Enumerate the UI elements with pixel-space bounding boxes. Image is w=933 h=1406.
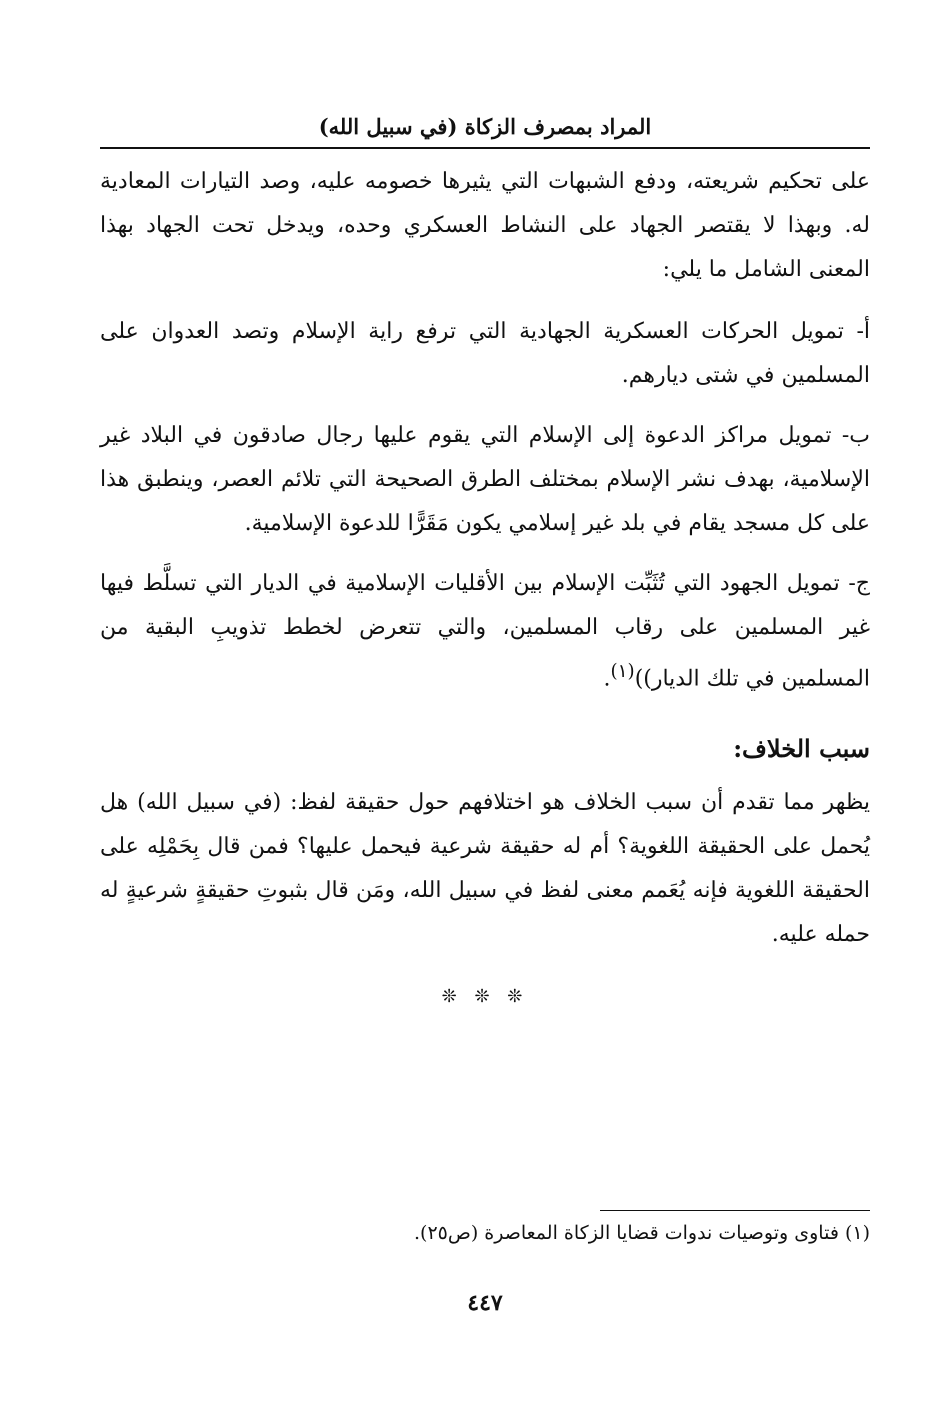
section-heading: سبب الخلاف: <box>733 734 870 764</box>
page-number: ٤٤٧ <box>467 1290 503 1316</box>
header-rule <box>100 147 870 149</box>
list-item-ba: ب- تمويل مراكز الدعوة إلى الإسلام التي يقوم عليها رجال صادقون في البلاد غير الإسلامية، بهدف نشر الإسلام بمختلف الطرق الصحيحة التي تلائم العصر، وينطبق هذا على كل مسجد يقام في بلد غير إسلامي يكون مَقَرًّا للدعوة الإسلامية. <box>100 423 870 536</box>
list-item-jim <box>100 562 870 701</box>
footnote-reference: (١) <box>610 661 635 682</box>
list-item-jim-end: . <box>603 666 611 692</box>
footnote: (١) فتاوى وتوصيات ندوات قضايا الزكاة المعاصرة (ص٢٥). <box>413 1222 870 1244</box>
list-item-jim-text: ج- تمويل الجهود التي تُثَبِّت الإسلام بين الأقليات الإسلامية في الديار التي تسلَّط فيها غير المسلمين على رقاب المسلمين، والتي تتعرض لخطط تذويبِ البقية من المسلمين في تلك الديار)) <box>100 571 870 692</box>
list-item-alif: أ- تمويل الحركات العسكرية الجهادية التي ترفع راية الإسلام وتصد العدوان على المسلمين في شتى ديارهم. <box>100 319 870 388</box>
section-ornament: ❊ ❊ ❊ <box>441 986 529 1008</box>
running-header: المراد بمصرف الزكاة (في سبيل الله) <box>318 114 652 139</box>
section-paragraph: يظهر مما تقدم أن سبب الخلاف هو اختلافهم حول حقيقة لفظ: (في سبيل الله) هل يُحمل على الحقيقة اللغوية؟ أم له حقيقة شرعية فيحمل عليها؟ فمن قال بِحَمْلِه على الحقيقة اللغوية فإنه يُعَمم معنى لفظ في سبيل الله، ومَن قال بثبوتِ حقيقةٍ شرعيةٍ له حمله عليه. <box>100 790 870 948</box>
footnote-rule <box>600 1210 870 1211</box>
intro-paragraph: على تحكيم شريعته، ودفع الشبهات التي يثيرها خصومه عليه، وصد التيارات المعادية له. وبهذا لا يقتصر الجهاد على النشاط العسكري وحده، ويدخل تحت الجهاد بهذا المعنى الشامل ما يلي: <box>100 169 870 282</box>
body-text <box>100 160 870 1019</box>
